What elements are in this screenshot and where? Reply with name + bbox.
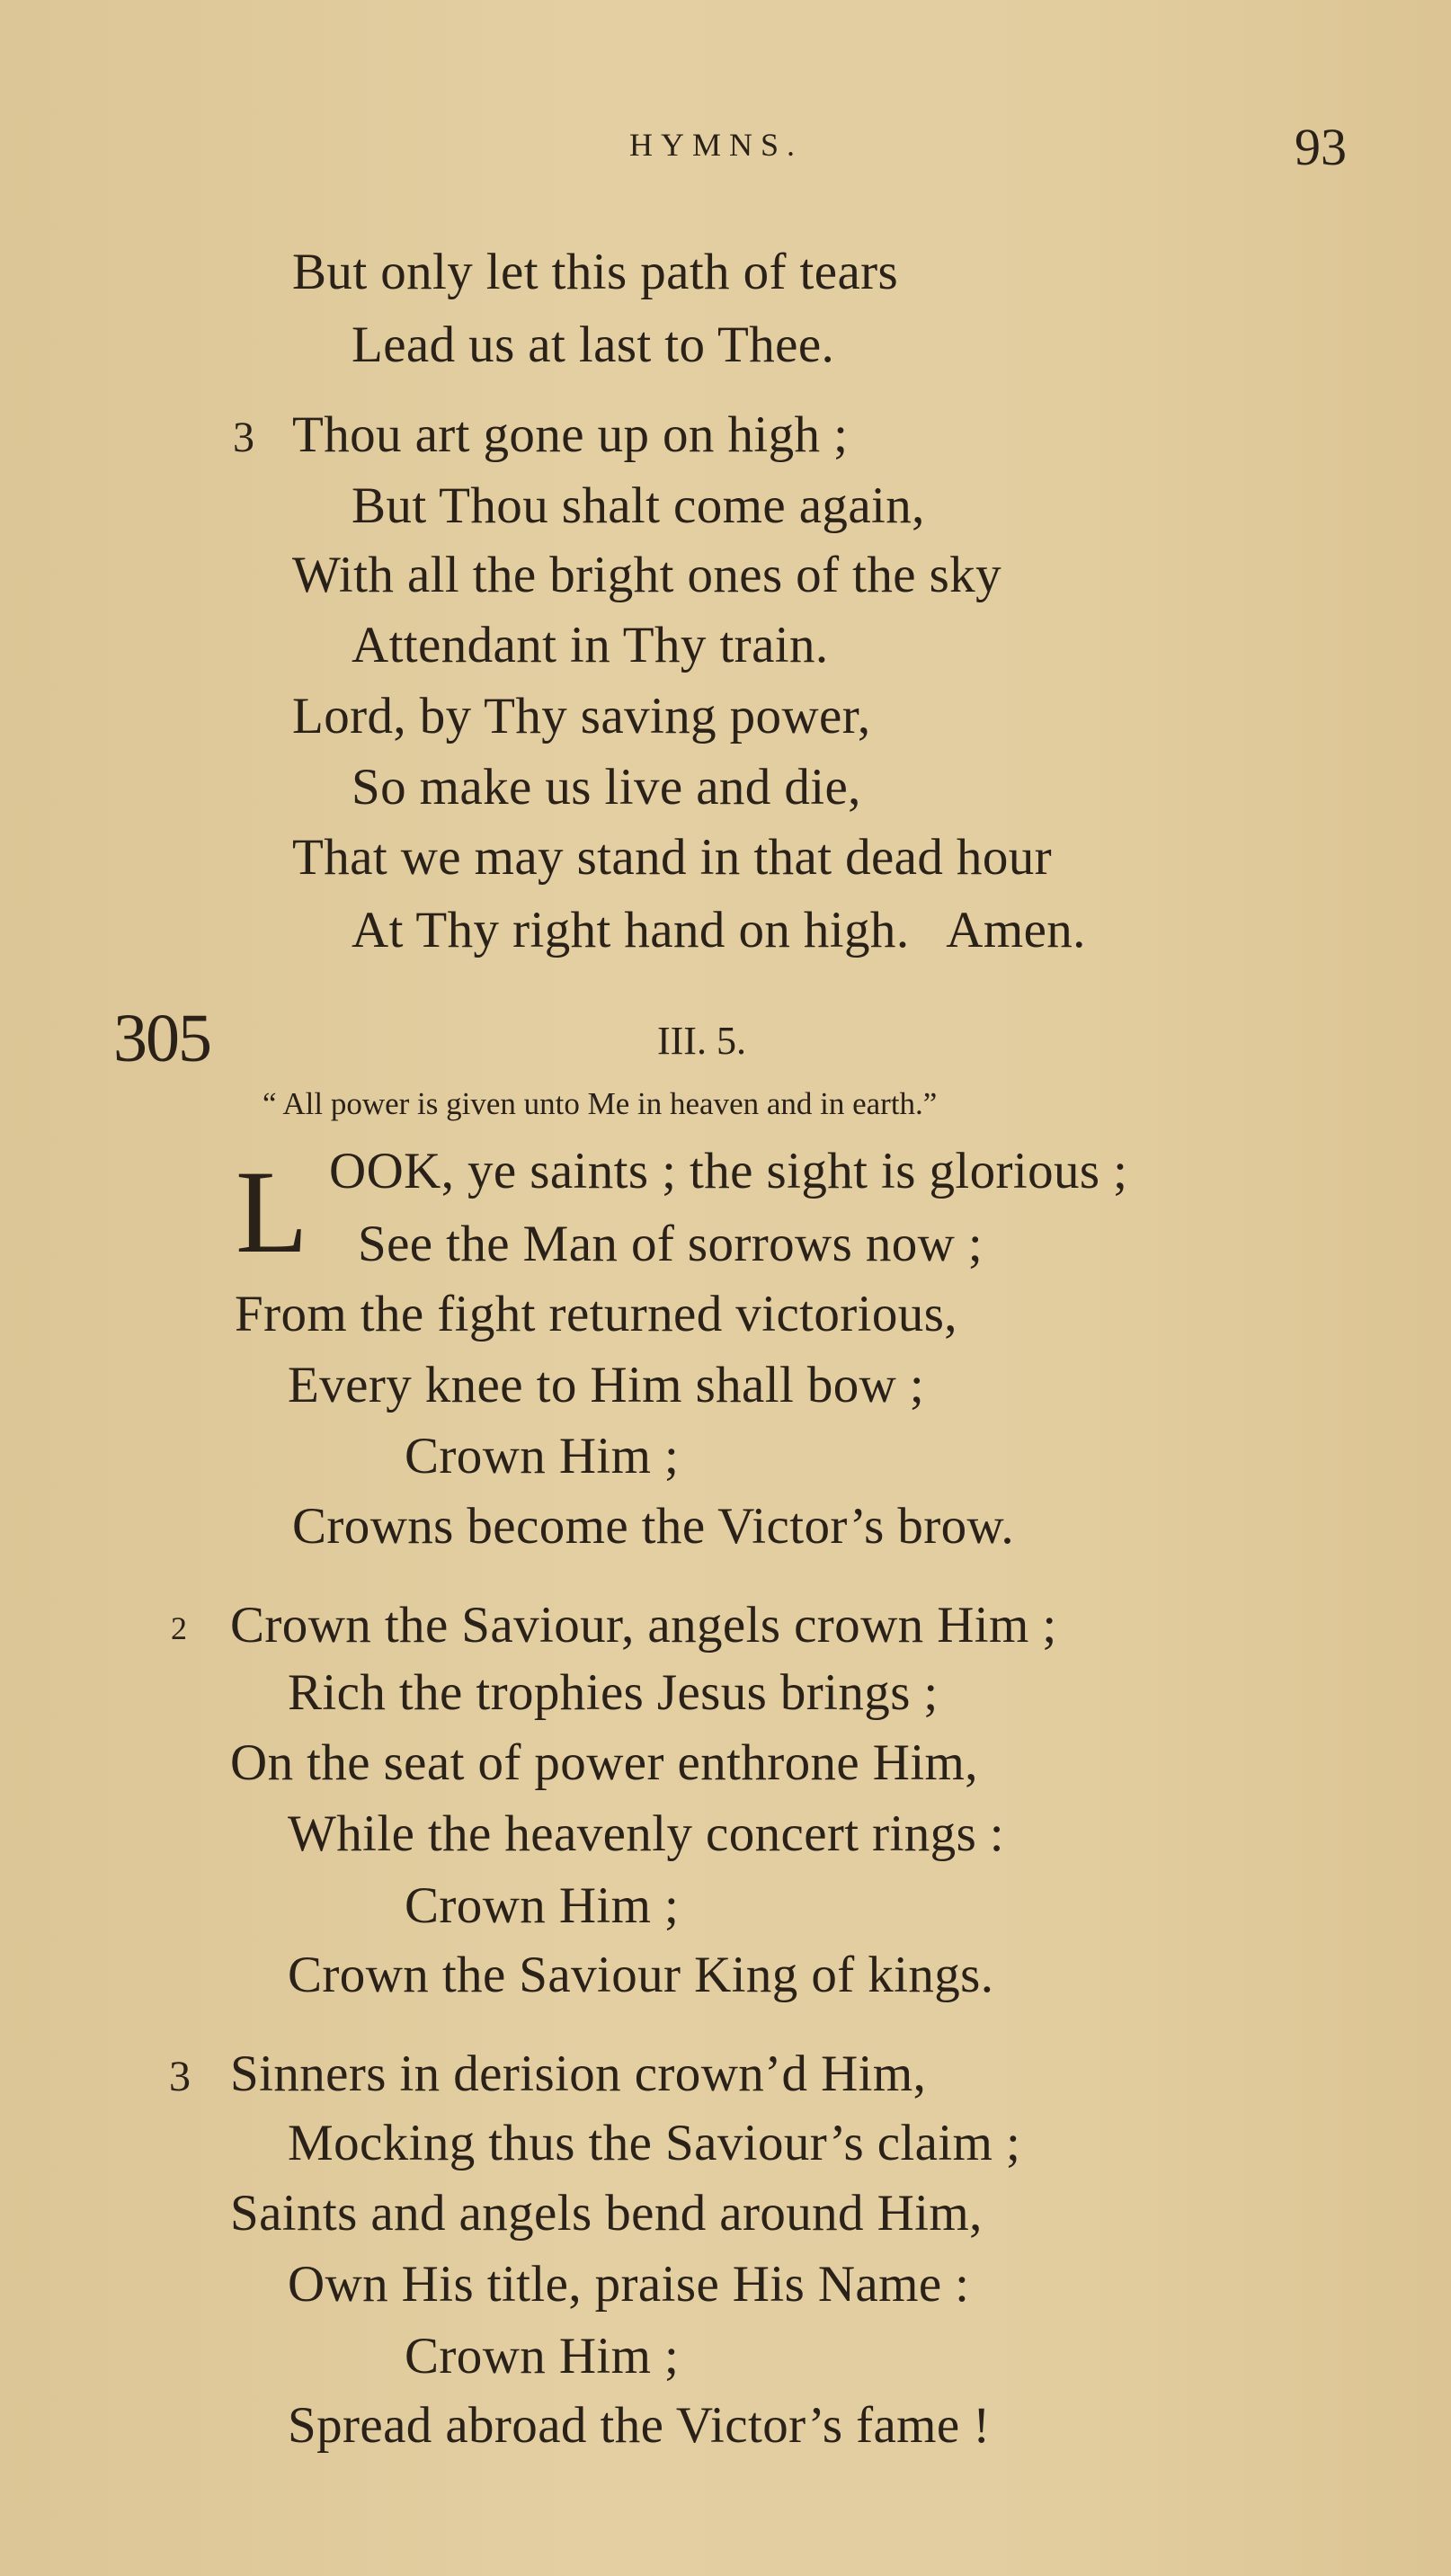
- verse-line: Crowns become the Victor’s brow.: [292, 1498, 1015, 1555]
- verse-line: On the seat of power enthrone Him,: [230, 1734, 978, 1791]
- drop-cap: L: [236, 1145, 308, 1278]
- hymn-number: 305: [113, 1001, 210, 1076]
- verse-line: From the fight returned victorious,: [235, 1286, 957, 1342]
- verse-line: Own His title, praise His Name :: [288, 2256, 970, 2313]
- hymn-meter: III. 5.: [657, 1019, 746, 1063]
- verse-line: Crown Him ;: [405, 1428, 680, 1484]
- verse-line: Crown the Saviour, angels crown Him ;: [230, 1597, 1057, 1653]
- verse-line: Saints and angels bend around Him,: [230, 2185, 983, 2242]
- verse-line: Mocking thus the Saviour’s claim ;: [288, 2115, 1021, 2171]
- verse-line: Rich the trophies Jesus brings ;: [288, 1664, 939, 1721]
- verse-number: 3: [169, 2053, 191, 2100]
- verse-number: 2: [171, 1610, 187, 1646]
- verse-line: Lead us at last to Thee.: [352, 316, 835, 373]
- page-number: 93: [1295, 118, 1347, 176]
- verse-line: Spread abroad the Victor’s fame !: [288, 2397, 991, 2454]
- verse-line: Sinners in derision crown’d Him,: [230, 2046, 927, 2102]
- verse-line: Crown the Saviour King of kings.: [288, 1947, 994, 2003]
- verse-line: So make us live and die,: [352, 759, 861, 816]
- verse-line: Lord, by Thy saving power,: [292, 688, 871, 744]
- verse-line: Crown Him ;: [405, 1877, 680, 1934]
- verse-line: See the Man of sorrows now ;: [358, 1216, 984, 1272]
- verse-number: 3: [233, 414, 254, 461]
- verse-line: While the heavenly concert rings :: [288, 1805, 1005, 1862]
- verse-line: But only let this path of tears: [292, 244, 899, 300]
- verse-line: Crown Him ;: [405, 2328, 680, 2384]
- verse-line: But Thou shalt come again,: [352, 477, 925, 534]
- verse-line: Every knee to Him shall bow ;: [288, 1357, 925, 1413]
- verse-line: OOK, ye saints ; the sight is glorious ;: [329, 1143, 1128, 1199]
- verse-line: With all the bright ones of the sky: [292, 547, 1001, 603]
- verse-line: Thou art gone up on high ;: [292, 406, 849, 463]
- verse-line: That we may stand in that dead hour: [292, 829, 1053, 886]
- verse-line: Attendant in Thy train.: [352, 617, 829, 673]
- hymn-epigraph: “ All power is given unto Me in heaven and in earth.”: [263, 1086, 938, 1121]
- verse-line: At Thy right hand on high. Amen.: [352, 902, 1086, 958]
- running-title: HYMNS.: [629, 127, 804, 163]
